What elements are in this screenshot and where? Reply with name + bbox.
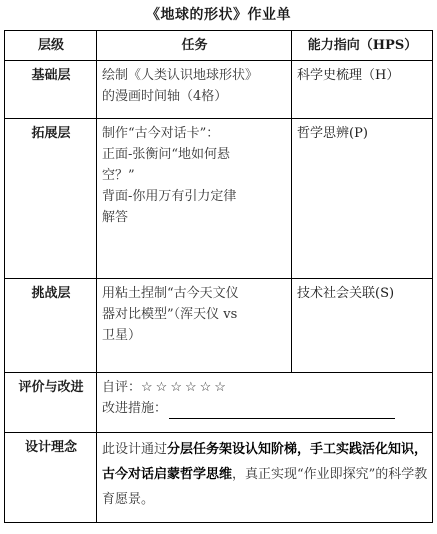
task-line: 用粘土捏制“古今天文仪 [102,286,239,301]
task-line: 卫星） [102,328,142,343]
evaluation-row [5,373,433,433]
table-row [5,279,433,373]
task-line: 背面-你用万有引力定律 [102,189,237,204]
self-evaluation [102,377,428,398]
level-cell: 挑战层 [5,279,97,373]
design-text: ，真正实现“作业即探究”的科学教育愿景。 [102,467,428,507]
task-cell [97,119,292,279]
improvement-line [102,398,428,419]
worksheet-title: 《地球的形状》作业单 [146,7,291,23]
task-cell [97,279,292,373]
design-text: 此设计通过 [102,442,168,457]
task-line: 正面-张衡问“地如何悬 [102,147,231,162]
design-label: 设计理念 [5,433,97,523]
design-row [5,433,433,523]
design-emphasis: 分层任务架设认知阶梯，手工实践活化知识，古今对话启蒙哲学思维 [102,442,428,482]
task-line: 制作“古今对话卡”： [102,126,220,141]
header-ability: 能力指向（HPS） [292,31,433,61]
header-task: 任务 [97,31,292,61]
task-line: 空？” [102,168,135,183]
evaluation-label: 评价与改进 [5,373,97,433]
level-cell: 基础层 [5,61,97,119]
level-cell: 拓展层 [5,119,97,279]
header-level: 层级 [5,31,97,61]
worksheet-table [4,30,433,523]
rating-stars[interactable]: ☆☆☆☆☆☆ [141,380,229,395]
ability-cell: 科学史梳理（H） [292,61,433,119]
task-cell [97,61,292,119]
improvement-blank[interactable] [169,404,395,419]
task-line: 解答 [102,210,129,225]
self-evaluation-label: 自评： [102,380,142,395]
evaluation-cell [97,373,433,433]
ability-cell: 哲学思辨(P) [292,119,433,279]
improvement-label: 改进措施： [102,401,168,416]
task-line: 绘制《人类认识地球形状》 [102,68,259,83]
task-line: 的漫画时间轴（4格） [102,89,228,104]
ability-cell: 技术社会关联(S) [292,279,433,373]
table-row [5,61,433,119]
task-line: 器对比模型”（浑天仪 vs [102,307,238,322]
design-cell [97,433,433,523]
header-row [5,31,433,61]
table-row [5,119,433,279]
